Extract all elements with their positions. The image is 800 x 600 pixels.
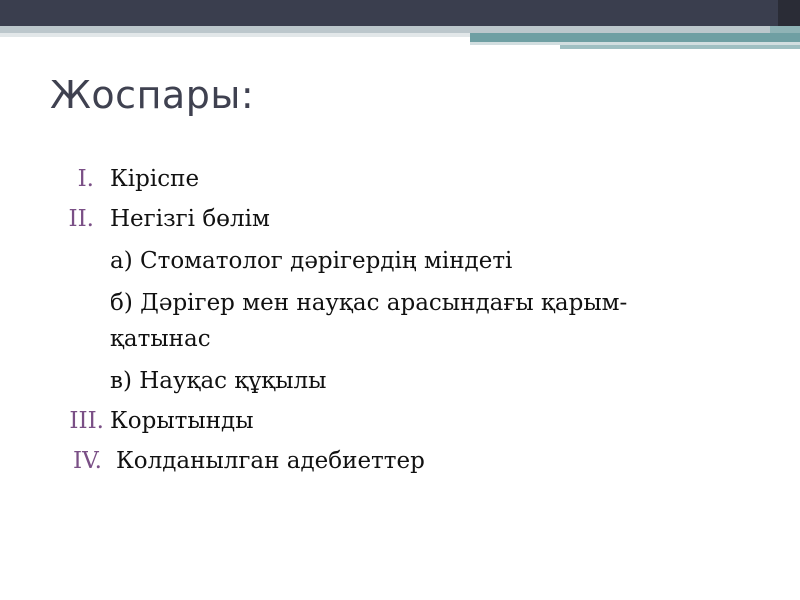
list-numeral: IV. xyxy=(73,448,102,474)
slide-title: Жоспары: xyxy=(50,73,255,117)
list-text: Кіріспе xyxy=(110,166,200,192)
list-text: Корытынды xyxy=(110,408,254,434)
header-accent xyxy=(470,33,800,42)
list-numeral: III. xyxy=(69,408,104,434)
list-numeral: II. xyxy=(68,206,94,232)
header-accent-corner xyxy=(770,26,800,33)
list-numeral: I. xyxy=(77,166,94,192)
list-text: қатынас xyxy=(110,326,211,352)
list-text: Негізгі бөлім xyxy=(110,206,270,232)
list-text: б) Дәрігер мен науқас арасындағы қарым- xyxy=(110,290,628,316)
header-bar-end xyxy=(778,0,800,26)
header-bar xyxy=(0,0,800,26)
list-text: в) Науқас құқылы xyxy=(110,368,327,394)
list-text: Колданылган адебиеттер xyxy=(116,448,425,474)
header-accent-thin xyxy=(560,45,800,49)
header-strip xyxy=(0,26,800,33)
list-text: а) Стоматолог дәрігердің міндеті xyxy=(110,248,513,274)
